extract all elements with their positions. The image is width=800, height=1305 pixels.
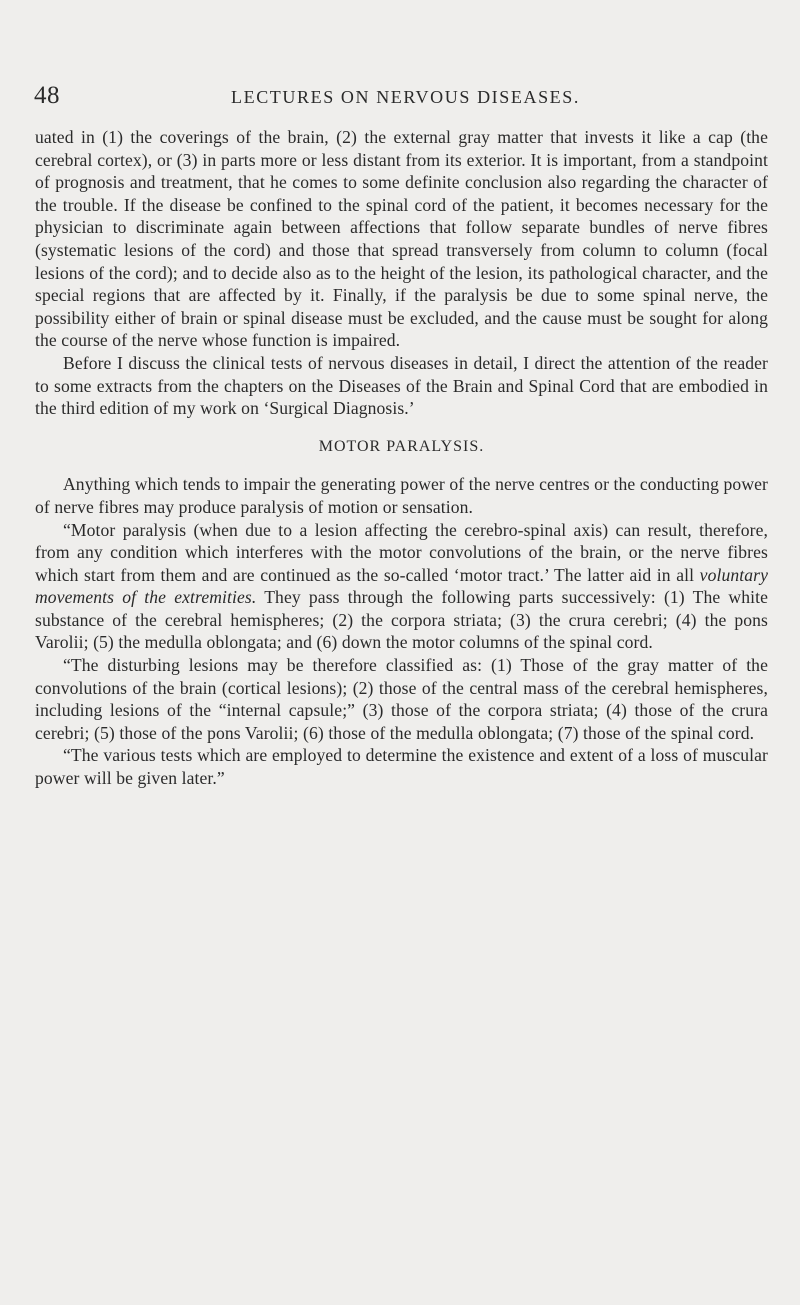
paragraph-with-italic (35, 519, 768, 655)
page-number: 48 (34, 82, 60, 109)
text-run: They pass through the following parts successively: (1) The white substance of the cerebral hemispheres; (2) the corpora striata; (3) the crura cerebri; (4) the pons Varolii; (5) the medulla oblongata; and (6) down the motor columns of the spinal cord. (35, 587, 768, 653)
running-header (34, 82, 770, 112)
paragraph: Anything which tends to impair the generating power of the nerve centres or the conducting power of nerve fibres may produce paralysis of motion or sensation. (35, 474, 768, 517)
section-heading: MOTOR PARALYSIS. (318, 437, 485, 455)
italic-phrase: voluntary movements of the extremities. (35, 564, 768, 608)
paragraph-continued: uated in (1) the coverings of the brain, (2) the external gray matter that invests it like a cap (the cerebral cortex), or (3) in parts more or less distant from its exterior. It is important, from a standpoint of prognosis and treatment, that he comes to some definite conclusion also regarding the character of the trouble. If the disease be confined to the spinal cord of the patient, it becomes necessary for the physician to discriminate again between affections that follow separate bundles of nerve fibres (systematic lesions of the cord) and those that spread transversely from column to column (focal lesions of the cord); and to decide also as to the height of the lesion, its pathological character, and the special regions that are affected by it. Finally, if the paralysis be due to some spinal nerve, the possibility either of brain or spinal disease must be excluded, and the cause must be sought for along the course of the nerve whose function is impaired. (35, 127, 768, 351)
paragraph: “The various tests which are employed to determine the existence and extent of a loss of muscular power will be given later.” (35, 745, 768, 789)
running-title: LECTURES ON NERVOUS DISEASES. (231, 87, 580, 107)
text-run: “Motor paralysis (when due to a lesion affecting the cerebro-spinal axis) can result, therefore, from any condition which interferes with the motor convolutions of the brain, or the nerve fibres which start from them and are continued as the so-called ‘motor tract.’ The latter aid in all (35, 519, 768, 585)
body-text (35, 126, 768, 790)
paragraph: “The disturbing lesions may be therefore classified as: (1) Those of the gray matter of the convolutions of the brain (cortical lesions); (2) those of the central mass of the cerebral hemispheres, including lesions of the “internal capsule;” (3) those of the corpora striata; (4) those of the crura cerebri; (5) those of the pons Varolii; (6) those of the medulla oblongata; (7) those of the spinal cord. (35, 655, 768, 743)
paragraph: Before I discuss the clinical tests of nervous diseases in detail, I direct the attention of the reader to some extracts from the chapters on the Diseases of the Brain and Spinal Cord that are embodied in the third edition of my work on ‘Surgical Diagnosis.’ (35, 352, 768, 419)
